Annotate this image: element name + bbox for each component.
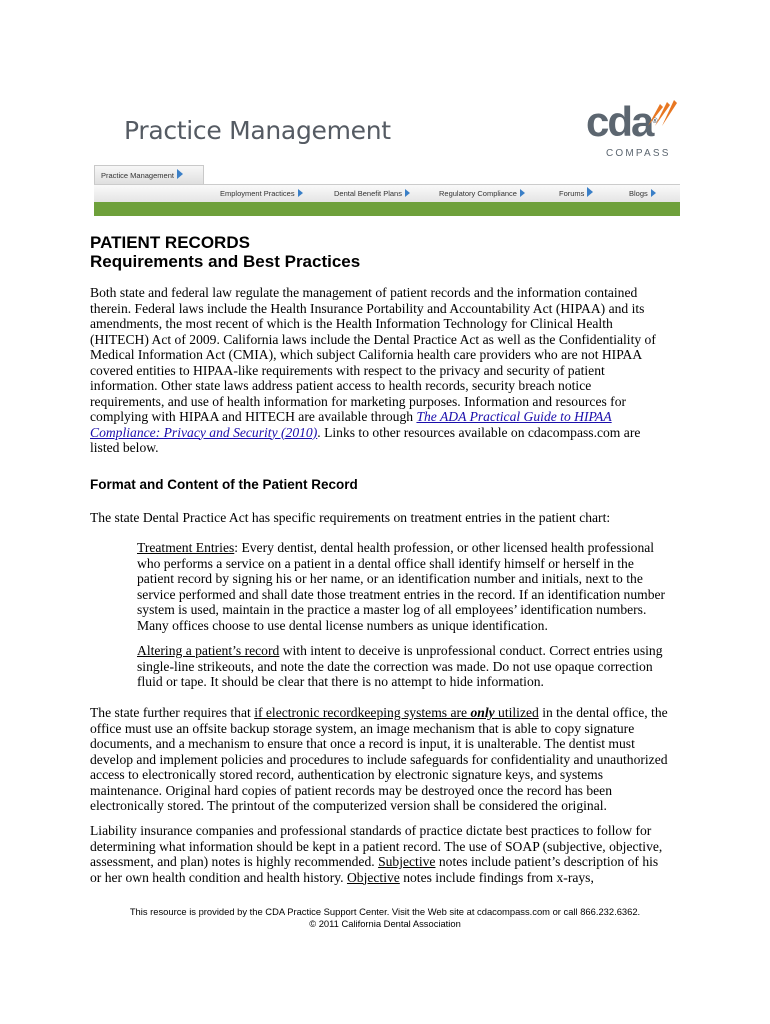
nav-blogs[interactable]: Blogs (629, 185, 656, 203)
footer-copyright: © 2011 California Dental Association (309, 918, 461, 929)
arrow-right-icon (298, 189, 303, 197)
document-title: PATIENT RECORDS (90, 233, 250, 252)
nav-dental-benefit-plans[interactable]: Dental Benefit Plans (334, 185, 410, 203)
electronic-records-paragraph: The state further requires that if electronic recordkeeping systems are only utilized in the dental office, the office must use an offsite backup storage system, an image mechanism that is able to copy signature documents, and a mechanism to ensure that once a record is input, it is unalterable. The dentist must develop and implement policies and procedures to include safeguards for confidentiality and unauthorized access to electronically stored record, authentication by electronic signature keys, and systems maintenance. Original hard copies of patient records may be destroyed once the record has been electronically stored. The printout of the computerized version shall be considered the original. (90, 705, 668, 813)
arrow-right-icon (405, 189, 410, 197)
logo-subtitle: COMPASS (606, 148, 671, 159)
nav-practice-management[interactable]: Practice Management (94, 165, 204, 185)
nav-regulatory-compliance[interactable]: Regulatory Compliance (439, 185, 525, 203)
arrow-right-icon (587, 187, 593, 197)
footer-note: This resource is provided by the CDA Practice Support Center. Visit the Web site at cdacompass.com or call 866.232.6362. (129, 906, 641, 917)
header-title: Practice Management (124, 116, 391, 145)
nav-employment-practices[interactable]: Employment Practices (220, 185, 303, 203)
altering-record-paragraph: Altering a patient’s record with intent to deceive is unprofessional conduct. Correct entries using single-line strikeouts, and note the date the correction was made. Do not use opaque correction fluid or tape. It should be clear that there is no attempt to hide information. (137, 643, 663, 689)
arrow-right-icon (520, 189, 525, 197)
nav-forums[interactable]: Forums (559, 185, 593, 203)
ada-guide-link-continued[interactable]: Compliance: Privacy and Security (2010) (90, 424, 318, 440)
logo-text: cda® (586, 98, 658, 145)
arrow-right-icon (177, 169, 183, 179)
soap-notes-paragraph: Liability insurance companies and professional standards of practice dictate best practices to follow for determining what information should be kept in a patient record. The use of SOAP (subjective, objective, assessment, and plan) notes is highly recommended. Subjective notes include patient’s description of his or her own health condition and health history. Objective notes include findings from x-rays, (90, 823, 663, 885)
nav-bar (94, 184, 680, 203)
document-subtitle: Requirements and Best Practices (90, 252, 361, 271)
cda-compass-logo[interactable] (586, 98, 686, 162)
treatment-entries-paragraph: Treatment Entries: Every dentist, dental health profession, or other licensed health professional who performs a service on a patient in a dental office shall identify himself or herself in the patient record by signing his or her name, or an identification number and initials, next to the service performed and shall date those treatment entries in the record. If an identification number system is used, maintain in the practice a master log of all employees’ identification numbers. Many offices choose to use dental license numbers as unique identification. (137, 540, 666, 633)
logo-flame-icon (646, 98, 680, 128)
arrow-right-icon (651, 189, 656, 197)
accent-bar (94, 202, 680, 216)
section-heading: Format and Content of the Patient Record (90, 477, 358, 492)
ada-guide-link[interactable]: The ADA Practical Guide to HIPAA (416, 409, 612, 424)
intro-paragraph: Both state and federal law regulate the management of patient records and the information contained therein. Federal laws include the Health Insurance Portability and Accountability Act (HIPAA) and its amendments, the most recent of which is the Health Information Technology for Clinical Health (HITECH) Act of 2009. California laws include the Dental Practice Act as well as the Confidentiality of Medical Information Act (CMIA), which subject California health care providers who are not HIPAA covered entities to HIPAA-like requirements with respect to the privacy and security of patient information. Other state laws address patient access to health records, security breach notice requirements, and use of health information for marketing purposes. Information and resources for complying with HIPAA and HITECH are available through The ADA Practical Guide to HIPAA Compliance: Privacy and Security (2010). Links to other resources available on cdacompass.com are listed below. (90, 285, 656, 455)
section-intro: The state Dental Practice Act has specific requirements on treatment entries in the patient chart: (90, 510, 611, 525)
